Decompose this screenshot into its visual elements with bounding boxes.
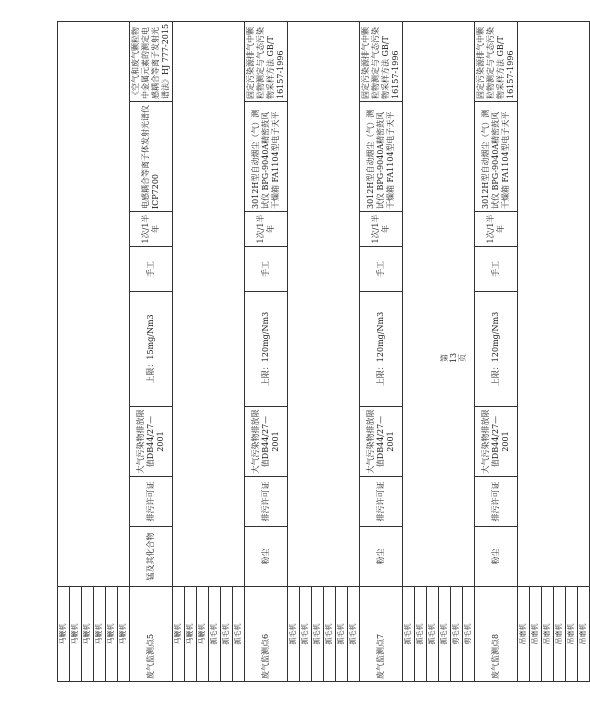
equipment-cell: 马鞭机: [185, 587, 197, 682]
monitoring-point-cell: 废气监测点7: [360, 587, 403, 682]
monitoring-point-cell: 废气监测点5: [130, 587, 173, 682]
limit-cell: 上限：120mg/Nm3: [360, 292, 403, 407]
basis-cell: 排污许可证: [130, 477, 173, 527]
monitoring-table: [57, 21, 590, 682]
method-cell: 手工: [130, 247, 173, 292]
analysis-method-cell: 固定污染源排气中颗粒物测定与气态污染物采样方法 GB/T 16157-1996: [360, 21, 403, 101]
blank-cell: [173, 21, 245, 586]
monitoring-point-cell: 废气监测点6: [245, 587, 288, 682]
equipment-cell: 马鞭机: [70, 587, 82, 682]
standard-cell: 大气污染物排放限值DB44/27—2001: [245, 407, 288, 477]
blank-cell: [288, 21, 360, 586]
equipment-cell: 抓毛机: [336, 587, 348, 682]
equipment-cell: 吊磨机: [578, 587, 590, 682]
analysis-method-cell: 固定污染源排气中颗粒物测定与气态污染物采样方法 GB/T 16157-1996: [475, 21, 518, 101]
instrument-cell: 3012H型自动烟尘（气）测试仪 BPG-9040A精密鼓风干燥箱 FA1104型电子天平: [360, 102, 403, 212]
page-number: 第 13 页: [440, 352, 467, 364]
equipment-cell: 抓毛机: [233, 587, 245, 682]
limit-cell: 上限：120mg/Nm3: [245, 292, 288, 407]
equipment-cell: 抓毛机: [415, 587, 427, 682]
equipment-cell: 抓毛机: [221, 587, 233, 682]
equipment-cell: 剪毛机: [463, 587, 475, 682]
frequency-cell: 1次/1半年: [360, 212, 403, 247]
pollutant-cell: 粉尘: [475, 527, 518, 587]
table-row: [360, 21, 403, 681]
blank-cell: [58, 21, 130, 586]
equipment-cell: 剪毛机: [451, 587, 463, 682]
equipment-cell: 抓毛机: [209, 587, 221, 682]
equipment-cell: 抓毛机: [288, 587, 300, 682]
analysis-method-cell: 固定污染源排气中颗粒物测定与气态污染物采样方法 GB/T 16157-1996: [245, 21, 288, 101]
blank-cell: [403, 21, 475, 586]
equipment-cell: 马鞭机: [106, 587, 118, 682]
pollutant-cell: 粉尘: [245, 527, 288, 587]
equipment-cell: 马鞭机: [82, 587, 94, 682]
equipment-cell: 抓毛机: [300, 587, 312, 682]
monitoring-point-cell: 废气监测点8: [475, 587, 518, 682]
equipment-cell: 马鞭机: [173, 587, 185, 682]
pollutant-cell: 粉尘: [360, 527, 403, 587]
equipment-cell: 吊磨机: [530, 587, 542, 682]
table-row: [130, 21, 173, 681]
equipment-cell: 抓毛机: [324, 587, 336, 682]
pollutant-cell: 锰及其化合物: [130, 527, 173, 587]
equipment-cell: 抓毛机: [439, 587, 451, 682]
instrument-cell: 电感耦合等离子体发射光谱仪ICP7200: [130, 102, 173, 212]
instrument-cell: 3012H型自动烟尘（气）测试仪 BPG-9040A精密鼓风干燥箱 FA1104型电子天平: [245, 102, 288, 212]
table-row: [245, 21, 288, 681]
method-cell: 手工: [245, 247, 288, 292]
frequency-cell: 1次/1半年: [475, 212, 518, 247]
standard-cell: 大气污染物排放限值DB44/27—2001: [360, 407, 403, 477]
method-cell: 手工: [360, 247, 403, 292]
equipment-cell: 吊磨机: [554, 587, 566, 682]
instrument-cell: 3012H型自动烟尘（气）测试仪 BPG-9040A精密鼓风干燥箱 FA1104型电子天平: [475, 102, 518, 212]
equipment-cell: 马鞭机: [58, 587, 70, 682]
equipment-cell: 马鞭机: [94, 587, 106, 682]
equipment-cell: 马鞭机: [118, 587, 130, 682]
equipment-cell: 马鞭机: [197, 587, 209, 682]
standard-cell: 大气污染物排放限值DB44/27—2001: [130, 407, 173, 477]
basis-cell: 排污许可证: [360, 477, 403, 527]
basis-cell: 排污许可证: [245, 477, 288, 527]
equipment-cell: 抓毛机: [312, 587, 324, 682]
basis-cell: 排污许可证: [475, 477, 518, 527]
analysis-method-cell: 《空气和废气颗粒物中金属元素的测定电感耦合等离子发射光谱法》HJ 777-2015: [130, 21, 173, 101]
frequency-cell: 1次/1半年: [245, 212, 288, 247]
blank-cell: [518, 21, 590, 586]
equipment-cell: 吊磨机: [542, 587, 554, 682]
limit-cell: 上限：120mg/Nm3: [475, 292, 518, 407]
equipment-cell: 抓毛机: [427, 587, 439, 682]
standard-cell: 大气污染物排放限值DB44/27—2001: [475, 407, 518, 477]
equipment-cell: 抓毛机: [348, 587, 360, 682]
table-row: [475, 21, 518, 681]
equipment-cell: 吊磨机: [566, 587, 578, 682]
equipment-cell: 抓毛机: [403, 587, 415, 682]
limit-cell: 上限：15mg/Nm3: [130, 292, 173, 407]
frequency-cell: 1次/1半年: [130, 212, 173, 247]
equipment-cell: 吊磨机: [518, 587, 530, 682]
method-cell: 手工: [475, 247, 518, 292]
